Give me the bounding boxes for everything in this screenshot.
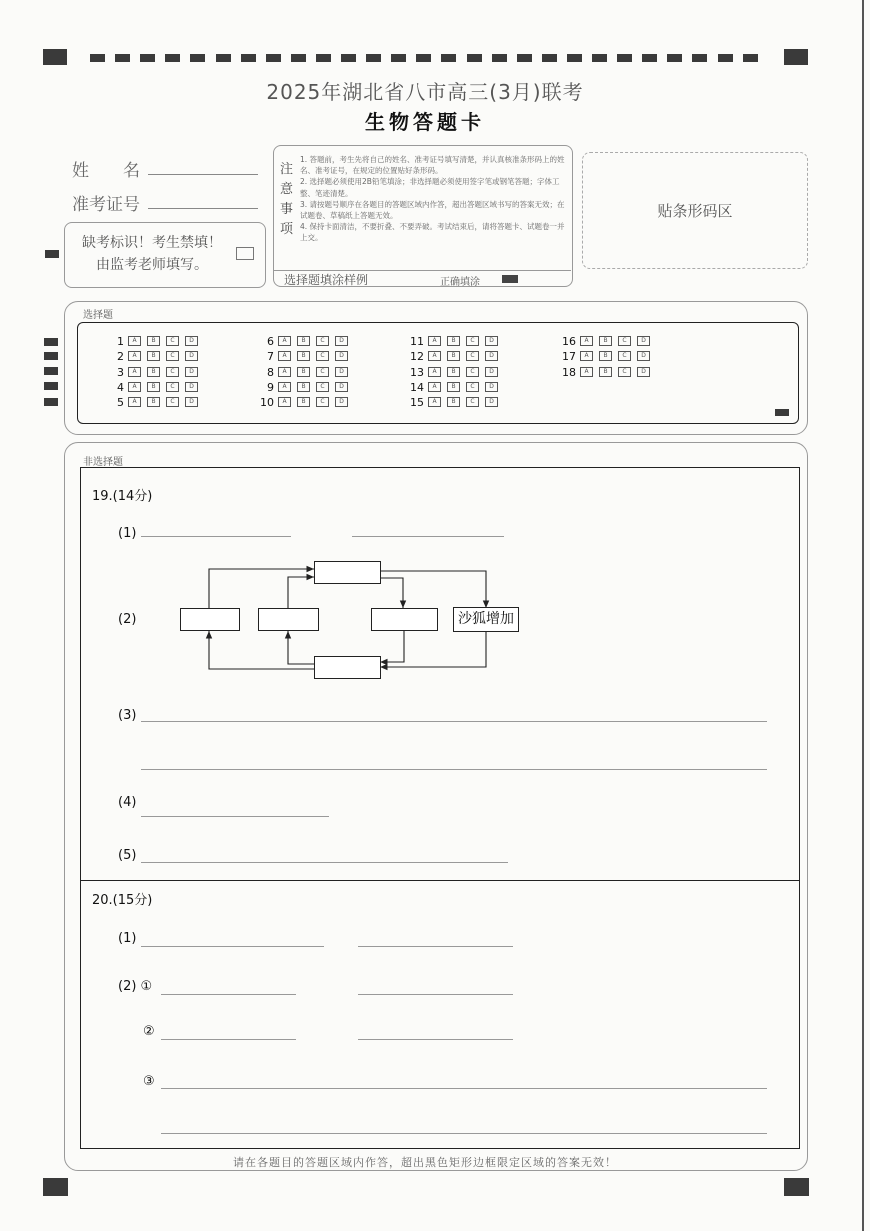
mc-option-bubble[interactable]: A <box>580 351 593 361</box>
mc-option-bubble[interactable]: C <box>618 336 631 346</box>
exam-id-label: 准考证号 <box>72 195 140 215</box>
mc-option-bubble[interactable]: D <box>335 367 348 377</box>
mc-option-bubble[interactable]: C <box>166 351 179 361</box>
mc-option-bubble[interactable]: B <box>447 397 460 407</box>
mc-option-bubble[interactable]: D <box>485 367 498 377</box>
mc-question-number: 12 <box>410 349 424 363</box>
mc-question-number: 18 <box>562 365 576 379</box>
mc-option-bubble[interactable]: C <box>466 336 479 346</box>
diagram-label-text: 沙狐增加 <box>458 611 514 627</box>
mc-question-number: 17 <box>562 349 576 363</box>
exam-title: 2025年湖北省八市高三(3月)联考 <box>266 80 584 104</box>
mc-question-number: 11 <box>410 334 424 348</box>
arrow-box3-to-bottom <box>380 630 404 662</box>
mc-option-bubble[interactable]: A <box>278 382 291 392</box>
mc-option-bubble[interactable]: A <box>428 336 441 346</box>
q19-part3-answer-line2[interactable] <box>141 769 767 770</box>
mc-option-bubble[interactable]: D <box>185 382 198 392</box>
q20-part2-1-answer-a[interactable] <box>161 994 296 995</box>
fill-correct-label: 正确填涂 <box>440 277 480 288</box>
barcode-label: 贴条形码区 <box>657 202 733 220</box>
absent-line-1: 缺考标识！考生禁填！ <box>82 235 222 251</box>
q19-part4-label: (4) <box>118 795 137 810</box>
notice-item-4: 4. 保持卡面清洁，不要折叠、不要弄破。考试结束后，请将答题卡、试题卷一并上交。 <box>300 222 565 243</box>
mc-option-bubble[interactable]: C <box>618 367 631 377</box>
mc-option-bubble[interactable]: B <box>297 397 310 407</box>
mc-option-bubble[interactable]: D <box>335 336 348 346</box>
q20-part2-1-answer-b[interactable] <box>358 994 513 995</box>
mc-option-bubble[interactable]: C <box>166 397 179 407</box>
mc-option-bubble[interactable]: B <box>147 382 160 392</box>
mc-option-bubble[interactable]: D <box>637 367 650 377</box>
q19-part2-label: (2) <box>118 612 137 627</box>
q20-part2-3-label: ③ <box>143 1074 155 1089</box>
mc-option-bubble[interactable]: C <box>316 382 329 392</box>
notice-item-1: 1. 答题前，考生先将自己的姓名、准考证号填写清楚，并认真核准条形码上的姓名、准考证号，在规定的位置贴好条形码。 <box>300 155 565 176</box>
mc-option-bubble[interactable]: D <box>485 351 498 361</box>
mc-option-bubble[interactable]: C <box>466 397 479 407</box>
mc-question-number: 1 <box>117 334 124 348</box>
mc-option-bubble[interactable]: C <box>316 336 329 346</box>
mc-option-bubble[interactable]: D <box>335 382 348 392</box>
mc-option-bubble[interactable]: B <box>297 336 310 346</box>
mc-option-bubble[interactable]: D <box>185 397 198 407</box>
mc-option-bubble[interactable]: C <box>166 336 179 346</box>
diagram-bottom-box[interactable] <box>314 656 381 679</box>
q20-part1-answer-a[interactable] <box>141 946 324 947</box>
q20-part2-3-answer-line2[interactable] <box>161 1133 767 1134</box>
q19-part5-answer[interactable] <box>141 862 508 863</box>
mc-option-bubble[interactable]: A <box>278 367 291 377</box>
mc-option-bubble[interactable]: B <box>599 367 612 377</box>
arrow-bottom-to-box1 <box>209 631 314 669</box>
q20-part1-label: (1) <box>118 931 137 946</box>
mc-option-bubble[interactable]: C <box>316 351 329 361</box>
diagram-box-3[interactable] <box>371 608 438 631</box>
mc-question-number: 3 <box>117 365 124 379</box>
mc-question-number: 7 <box>267 349 274 363</box>
mc-option-bubble[interactable]: A <box>128 382 141 392</box>
mc-question-number: 15 <box>410 395 424 409</box>
mc-option-bubble[interactable]: A <box>128 367 141 377</box>
mc-option-bubble[interactable]: C <box>466 367 479 377</box>
mc-option-bubble[interactable]: B <box>297 351 310 361</box>
mc-option-bubble[interactable]: A <box>128 336 141 346</box>
mc-option-bubble[interactable]: C <box>166 367 179 377</box>
mc-option-bubble[interactable]: C <box>466 382 479 392</box>
name-label: 姓 名 <box>72 161 140 181</box>
mc-question-number: 5 <box>117 395 124 409</box>
q19-part3-label: (3) <box>118 708 137 723</box>
mc-option-bubble[interactable]: B <box>147 367 160 377</box>
timing-mark-bottom-left <box>43 1178 68 1196</box>
mc-option-bubble[interactable]: A <box>128 351 141 361</box>
notice-item-3: 3. 请按题号顺序在各题目的答题区域内作答，超出答题区域书写的答案无效；在试题卷、草稿纸上答题无效。 <box>300 199 565 221</box>
mc-question-number: 10 <box>260 395 274 409</box>
timing-mark-bottom-right <box>784 1178 809 1196</box>
mc-question-number: 16 <box>562 334 576 348</box>
mc-option-bubble[interactable]: D <box>485 397 498 407</box>
mc-option-bubble[interactable]: B <box>297 367 310 377</box>
mc-option-bubble[interactable]: B <box>447 367 460 377</box>
scan-edge <box>862 0 864 1231</box>
mc-option-bubble[interactable]: A <box>428 397 441 407</box>
fill-sample-label: 选择题填涂样例 <box>284 273 369 287</box>
arrow-box1-to-top <box>209 569 314 608</box>
mc-option-bubble[interactable]: A <box>580 336 593 346</box>
mc-option-bubble[interactable]: C <box>466 351 479 361</box>
mc-option-bubble[interactable]: A <box>278 336 291 346</box>
mc-option-bubble[interactable]: A <box>278 351 291 361</box>
nc-section-label: 非选择题 <box>80 453 126 468</box>
mc-option-bubble[interactable]: B <box>297 382 310 392</box>
diagram-box-2[interactable] <box>258 608 319 631</box>
mc-option-bubble[interactable]: A <box>428 382 441 392</box>
mc-option-bubble[interactable]: B <box>599 336 612 346</box>
mc-option-bubble[interactable]: A <box>128 397 141 407</box>
q19-heading: 19.(14分) <box>92 489 153 504</box>
q20-part2-3-answer-line1[interactable] <box>161 1088 767 1089</box>
mc-option-bubble[interactable]: A <box>278 397 291 407</box>
q20-part2-2-label: ② <box>143 1024 155 1039</box>
mc-question-number: 6 <box>267 334 274 348</box>
q20-part2-2-answer-b[interactable] <box>358 1039 513 1040</box>
mc-question-number: 8 <box>267 365 274 379</box>
mc-option-bubble[interactable]: D <box>185 336 198 346</box>
mc-option-bubble[interactable]: D <box>485 336 498 346</box>
q20-part2-label: (2) ① <box>118 979 153 994</box>
mc-option-bubble[interactable]: B <box>447 351 460 361</box>
notice-heading: 注意事项 <box>280 162 294 237</box>
mc-option-bubble[interactable]: C <box>316 397 329 407</box>
mc-option-bubble[interactable]: B <box>599 351 612 361</box>
mc-option-bubble[interactable]: C <box>316 367 329 377</box>
q20-heading: 20.(15分) <box>92 893 153 908</box>
absent-line-2: 由监考老师填写。 <box>96 257 208 273</box>
card-title: 生物答题卡 <box>365 110 485 134</box>
mc-option-bubble[interactable]: B <box>447 382 460 392</box>
footer-warning: 请在各题目的答题区域内作答，超出黑色矩形边框限定区域的答案无效！ <box>233 1156 617 1169</box>
diagram-top-box[interactable] <box>314 561 381 584</box>
q19-part3-answer-line1[interactable] <box>141 721 767 722</box>
mc-option-bubble[interactable]: D <box>637 351 650 361</box>
notice-item-2: 2. 选择题必须使用2B铅笔填涂；非选择题必须使用签字笔或钢笔答题；字体工整、笔迹清楚。 <box>300 177 560 198</box>
mc-question-number: 4 <box>117 380 124 394</box>
mc-option-bubble[interactable]: D <box>185 351 198 361</box>
mc-option-bubble[interactable]: D <box>185 367 198 377</box>
mc-option-bubble[interactable]: D <box>335 351 348 361</box>
q19-part1-label: (1) <box>118 526 137 541</box>
mc-option-bubble[interactable]: A <box>580 367 593 377</box>
mc-question-number: 14 <box>410 380 424 394</box>
q19-q20-divider <box>80 880 799 881</box>
mc-section-label: 选择题 <box>80 306 116 321</box>
mc-question-number: 2 <box>117 349 124 363</box>
mc-option-bubble[interactable]: D <box>637 336 650 346</box>
mc-option-bubble[interactable]: C <box>618 351 631 361</box>
mc-question-number: 9 <box>267 380 274 394</box>
mc-option-bubble[interactable]: B <box>147 351 160 361</box>
q19-part4-answer[interactable] <box>141 816 329 817</box>
mc-option-bubble[interactable]: D <box>335 397 348 407</box>
mc-question-number: 13 <box>410 365 424 379</box>
mc-option-bubble[interactable]: B <box>447 336 460 346</box>
mc-option-bubble[interactable]: B <box>147 336 160 346</box>
mc-option-bubble[interactable]: A <box>428 351 441 361</box>
mc-option-bubble[interactable]: C <box>166 382 179 392</box>
arrow-top-to-box3 <box>380 578 403 608</box>
mc-option-bubble[interactable]: A <box>428 367 441 377</box>
q20-part2-2-answer-a[interactable] <box>161 1039 296 1040</box>
mc-option-bubble[interactable]: B <box>147 397 160 407</box>
q19-part5-label: (5) <box>118 848 137 863</box>
diagram-box-1[interactable] <box>180 608 240 631</box>
mc-option-bubble[interactable]: D <box>485 382 498 392</box>
q20-part1-answer-b[interactable] <box>358 946 513 947</box>
arrow-bottom-to-box2 <box>288 631 314 664</box>
arrow-box2-to-top <box>288 577 314 608</box>
arrow-top-to-label <box>380 571 486 608</box>
